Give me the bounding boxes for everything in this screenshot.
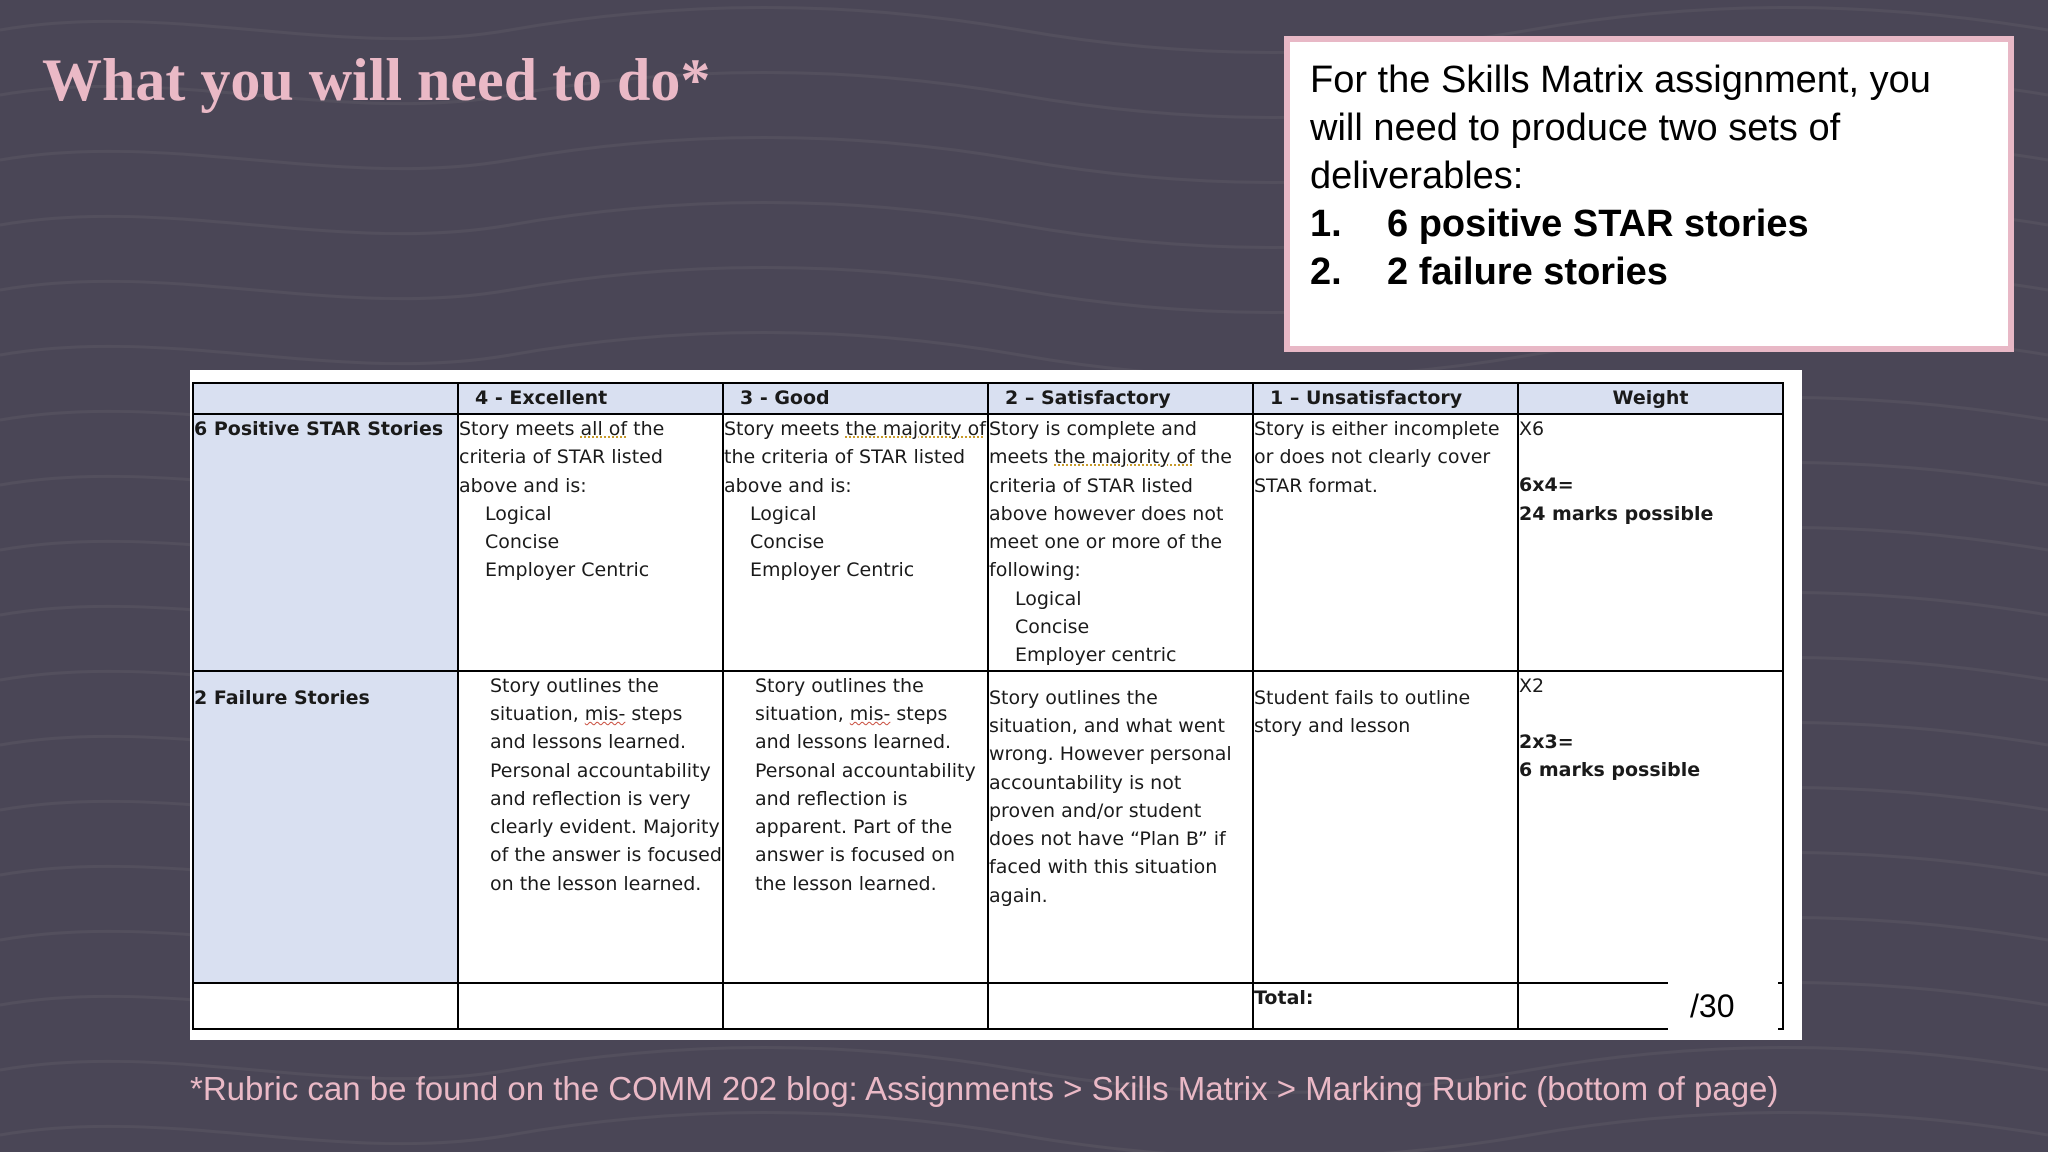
- cell-positive-excellent: [458, 414, 723, 671]
- row-label-failure: 2 Failure Stories: [193, 671, 458, 983]
- cell-positive-weight: [1518, 414, 1783, 671]
- total-empty-cell: [723, 983, 988, 1029]
- list-item: [1310, 200, 2008, 248]
- rubric-footnote: *Rubric can be found on the COMM 202 blog: Assignments > Skills Matrix > Marking Rubric (bottom of page): [190, 1070, 1779, 1107]
- cell-text: the criteria of STAR listed above however does not meet one or more of the following:: [989, 446, 1232, 582]
- rubric-image: [190, 370, 1802, 1040]
- cell-text: Story outlines the situation,: [755, 674, 924, 725]
- list-label: 6 positive STAR stories: [1387, 203, 1809, 245]
- weight-marks: 6 marks possible: [1519, 759, 1701, 782]
- total-empty-cell: [193, 983, 458, 1029]
- cell-text: Story is complete and meets: [989, 418, 1197, 469]
- list-number: 1.: [1310, 203, 1342, 245]
- row-label-positive: 6 Positive STAR Stories: [193, 414, 458, 671]
- cell-text: Story meets: [724, 418, 846, 440]
- weight-marks: 24 marks possible: [1519, 502, 1714, 525]
- cell-failure-weight: [1518, 671, 1783, 983]
- header-unsatisfactory: 1 – Unsatisfactory: [1253, 383, 1518, 414]
- weight-spacer: [1519, 700, 1782, 728]
- cell-failure-unsatisfactory: Student fails to outline story and lesson: [1253, 671, 1518, 983]
- criteria-item: Employer centric: [1015, 644, 1177, 667]
- list-number: 2.: [1310, 251, 1342, 293]
- deliverables-callout: [1284, 36, 2014, 352]
- cell-emphasis: all of: [580, 418, 628, 440]
- cell-failure-excellent: [458, 671, 723, 983]
- criteria-item: Logical: [1015, 587, 1082, 610]
- cell-failure-good: [723, 671, 988, 983]
- cell-text: steps and lessons learned. Personal accountability and reflection is apparent. Part of the answer is focused on the lesson learned.: [755, 702, 976, 895]
- criteria-item: Logical: [750, 502, 817, 525]
- cell-text: steps and lessons learned. Personal accountability and reflection is very clearly evident. Majority of the answer is focused on the lesson learned.: [490, 702, 722, 895]
- cell-emphasis: the majority of: [845, 418, 986, 440]
- header-excellent: 4 - Excellent: [458, 383, 723, 414]
- weight-calc: 6x4=: [1519, 474, 1574, 497]
- header-corner: [193, 383, 458, 414]
- table-total-row: [193, 983, 1783, 1029]
- cell-positive-satisfactory: [988, 414, 1253, 671]
- cell-text: Story meets: [459, 418, 581, 440]
- cell-text: Story outlines the situation,: [490, 674, 659, 725]
- cell-failure-satisfactory: Story outlines the situation, and what went wrong. However personal accountability is not proven and/or student does not have “Plan B” if faced with this situation again.: [988, 671, 1253, 983]
- total-empty-cell: [988, 983, 1253, 1029]
- header-satisfactory: 2 – Satisfactory: [988, 383, 1253, 414]
- deliverables-list: [1310, 200, 2008, 296]
- cell-text: the criteria of STAR listed above and is:: [724, 446, 966, 497]
- total-empty-cell: [458, 983, 723, 1029]
- weight-spacer: [1519, 443, 1782, 471]
- weight-calc: 2x3=: [1519, 730, 1574, 753]
- criteria-item: Employer Centric: [750, 559, 915, 582]
- cell-text: the criteria of STAR listed above and is:: [459, 418, 665, 497]
- cell-positive-unsatisfactory: Story is either incomplete or does not clearly cover STAR format.: [1253, 414, 1518, 671]
- slide-title: What you will need to do*: [42, 47, 711, 113]
- marking-rubric-table: [192, 382, 1784, 1030]
- list-label: 2 failure stories: [1387, 251, 1668, 293]
- cell-spelling-flag: mis-: [849, 702, 891, 725]
- criteria-item: Logical: [485, 502, 552, 525]
- table-row: [193, 414, 1783, 671]
- criteria-item: Concise: [750, 531, 825, 554]
- header-weight: Weight: [1518, 383, 1783, 414]
- cell-emphasis: the majority of: [1054, 446, 1195, 469]
- callout-intro: For the Skills Matrix assignment, you will need to produce two sets of deliverables:: [1310, 59, 1931, 197]
- cell-positive-good: [723, 414, 988, 671]
- table-header-row: [193, 383, 1783, 414]
- weight-multiplier: X6: [1519, 418, 1545, 440]
- total-score: /30: [1668, 982, 1778, 1032]
- criteria-item: Employer Centric: [485, 559, 650, 582]
- criteria-item: Concise: [1015, 616, 1090, 639]
- total-label: Total:: [1253, 983, 1518, 1029]
- table-row: [193, 671, 1783, 983]
- cell-spelling-flag: mis-: [584, 702, 626, 725]
- criteria-item: Concise: [485, 531, 560, 554]
- header-good: 3 - Good: [723, 383, 988, 414]
- weight-multiplier: X2: [1519, 674, 1545, 697]
- list-item: [1310, 248, 2008, 296]
